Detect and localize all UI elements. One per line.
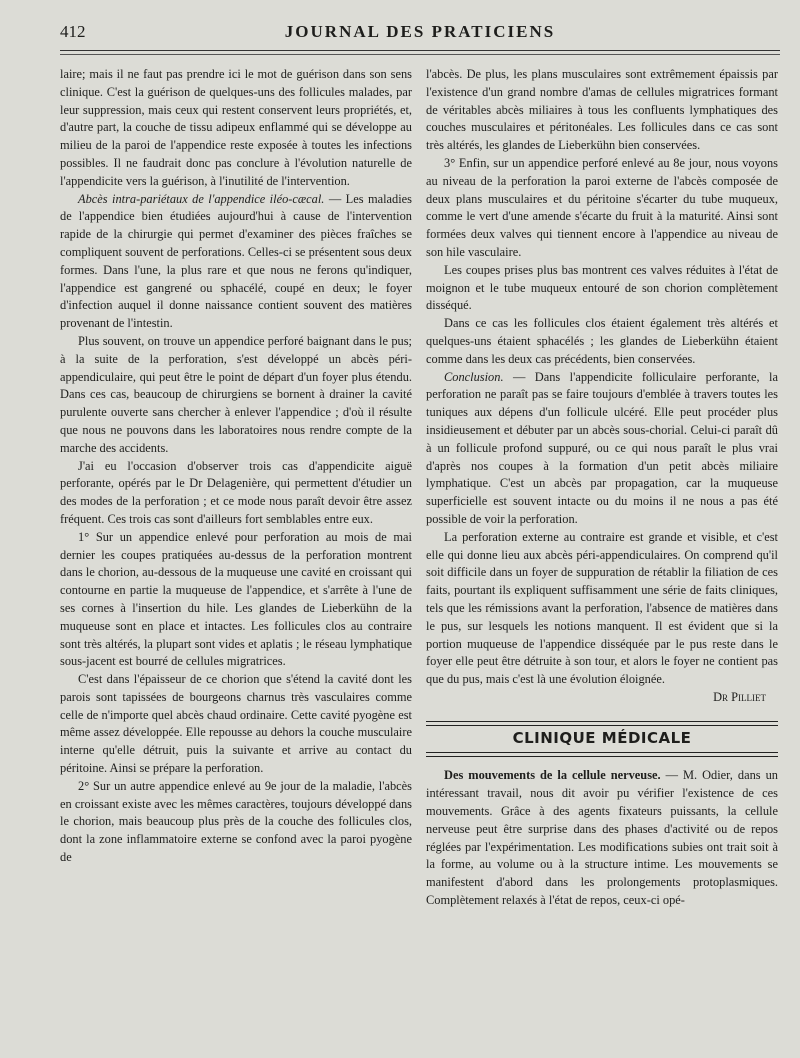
page-header — [60, 22, 780, 46]
section-rule-bottom — [426, 752, 778, 757]
journal-title: JOURNAL DES PRATICIENS — [284, 22, 556, 41]
section-header — [426, 721, 778, 758]
paragraph-abces — [60, 191, 412, 333]
paragraph: Dans ce cas les follicules clos étaient également très altérés et quelques-uns étaient sphacélés ; les glandes de Lieberkühn étaient comme dans les deux cas précédents, bien conservées. — [426, 316, 778, 366]
paragraph: Les coupes prises plus bas montrent ces valves réduites à l'état de moignon et le tube muqueux entouré de son chorion complètement disséqué. — [426, 262, 778, 313]
left-column — [60, 66, 412, 867]
abces-text: — Les maladies de l'appendice bien étudiées aujourd'hui à cause de l'intervention rapide de la chirurgie qui permet d'examiner des pièces fraîches se compliquent souvent de perforations. Celles-ci se présentent sous deux formes. Dans l'une, la plus rare et que nous ne ferons qu'indiquer, l'appendice est gangrené ou sphacélé, coupé en deux; le foyer d'infection auquel il donne naissance contient souvent des matières provenant de l'intestin. — [60, 191, 412, 331]
conclusion-heading: Conclusion. — [444, 369, 504, 384]
conclusion-text: — Dans l'appendicite folliculaire perforante, la perforation ne paraît pas se faire toujours d'emblée à travers toutes les tuniques aux dépens d'un follicule ulcéré. Elle peut procéder plus insidieusement et débuter par un abcès sous-chorial. Celui-ci paraît dû à un follicule profond suppuré, ou ce qui nous paraît le plus vrai d'après nos coupes à la formation d'un petit abcès miliaire lymphatique. C'est un abcès par propagation, car la muqueuse superficielle est souvent intacte ou du moins il ne nous a pas été possible de voir la perforation. — [426, 369, 778, 526]
paragraph: J'ai eu l'occasion d'observer trois cas d'appendicite aiguë perforante, opérés par le Dr Delagenière, qui permettent d'étudier un des modes de la perforation ; et ce mode nous paraît devoir être assez fréquent. Ces trois cas sont d'ailleurs fort semblables entre eux. — [60, 458, 412, 526]
paragraph: 2° Sur un autre appendice enlevé au 9e jour de la maladie, l'abcès en croissant existe avec les mêmes caractères, toujours développé dans le chorion, mais beaucoup plus près de la couche des follicules clos, dont la zone inflammatoire externe se confond avec la paroi pyogène de — [60, 778, 412, 865]
header-rule — [60, 50, 780, 51]
article-text: — M. Odier, dans un intéressant travail, nous dit avoir pu vérifier l'existence de ces mouvements. Grâce à des agents fixateurs puissants, la cellule nerveuse peut être surprise dans des phases d'activité ou de repos réglées par l'expérimentation. Les modifications subies ont trait soit à la forme, au volume ou à la structure intime. Les mouvements se manifestent d'abord dans les prolongements protoplasmiques. Complètement relaxés à l'état de repos, ceux-ci opé- — [426, 768, 778, 908]
paragraph: La perforation externe au contraire est grande et visible, et c'est elle qui donne lieu aux abcès péri-appendiculaires. On comprend qu'il soit difficile dans un foyer de suppuration de rétablir la filiation de ces faits, pourtant ils expliquent suffisamment une série de faits cliniques, tels que les rémissions avant la perforation, l'absence de matières dans le pus, sur lesquels les notions manquent. Il est évident que si la portion muqueuse de l'appendice disséquée par le pus reste dans le foyer elle peut être détruite à son tour, et alors le foyer ne contient pas que du pus, mais c'est là une évolution éloignée. — [426, 529, 778, 687]
article-heading: Des mouvements de la cellule nerveuse. — [444, 768, 661, 783]
abces-heading: Abcès intra-pariétaux de l'appendice iléo-cæcal. — [78, 191, 325, 206]
paragraph: l'abcès. De plus, les plans musculaires sont extrêmement épaissis par l'existence d'un grand nombre d'amas de cellules migratrices formant de véritables abcès miliaires à tous les confluents lymphatiques des couches musculaires et péritonéales. Les follicules dans ce cas sont très altérés, les glandes de Lieberkühn bien conservées. — [426, 67, 778, 153]
page-number: 412 — [60, 22, 86, 41]
paragraph: laire; mais il ne faut pas prendre ici le mot de guérison dans son sens clinique. C'est la guérison de quelques-uns des follicules malades, par leur suppression, mais ceux qui restent conservent leurs propriétés, et, d'autre part, la couche de tissu adipeux enflammé qui se développe au milieu de la paroi de l'appendice reste exposée à toutes les infections possibles. Il ne faudrait donc pas conclure à l'évolution naturelle de l'appendicite vers la guérison, à l'inutilité de l'intervention. — [60, 67, 412, 188]
paragraph-conclusion — [426, 369, 778, 529]
paragraph: 3° Enfin, sur un appendice perforé enlevé au 8e jour, nous voyons au niveau de la perforation la paroi externe de l'abcès composée de deux plans musculaires et du péritoine s'écarter du tube muqueux, comme le vert d'une amende s'écarte du fruit à la maturité. Ainsi sont formées deux valves qui tiennent encore à l'appendice au niveau de son hile vasculaire. — [426, 155, 778, 259]
header-rule-secondary — [60, 54, 780, 55]
right-column — [426, 66, 778, 910]
paragraph: C'est dans l'épaisseur de ce chorion que s'étend la cavité dont les parois sont tapissées de bourgeons charnus très vasculaires comme celle de n'importe quel abcès chaud ordinaire. Cette cavité pyogène est même assez développée. Elle repousse au dehors la couche musculaire interne qu'elle détruit, puis la suivante et arrive au contact du péritoine. Ainsi se prépare la perforation. — [60, 672, 412, 776]
section-heading: CLINIQUE MÉDICALE — [512, 728, 692, 747]
section-rule-top — [426, 721, 778, 726]
paragraph: 1° Sur un appendice enlevé pour perforation au mois de mai dernier les coupes pratiquées au-dessus de la perforation montrent dans le chorion, au-dessous de la muqueuse une cavité en croissant qui contourne en partie la muqueuse de l'appendice, et s'arrête à l'une de ses cornes à l'insertion du hile. Les glandes de Lieberkühn de la muqueuse sont en place et intactes. Les follicules clos au contraire sont très altérés, la plupart sont vides et aplatis ; le réseau lymphatique sous-jacent est bourré de cellules migratrices. — [60, 529, 412, 669]
paragraph-final — [426, 767, 778, 909]
paragraph: Plus souvent, on trouve un appendice perforé baignant dans le pus; à la suite de la perforation, s'est développé un abcès péri-appendiculaire, qui peut être le point de départ d'un foyer plus étendu. Dans ces cas, beaucoup de chirurgiens se bornent à drainer la cavité purulente ouverte sans chercher à enlever l'appendice ; d'où il résulte que nous ne pouvons dans les laboratoires nous rendre compte de la marche des accidents. — [60, 333, 412, 455]
author-signature: Dr Pilliet — [713, 689, 766, 704]
